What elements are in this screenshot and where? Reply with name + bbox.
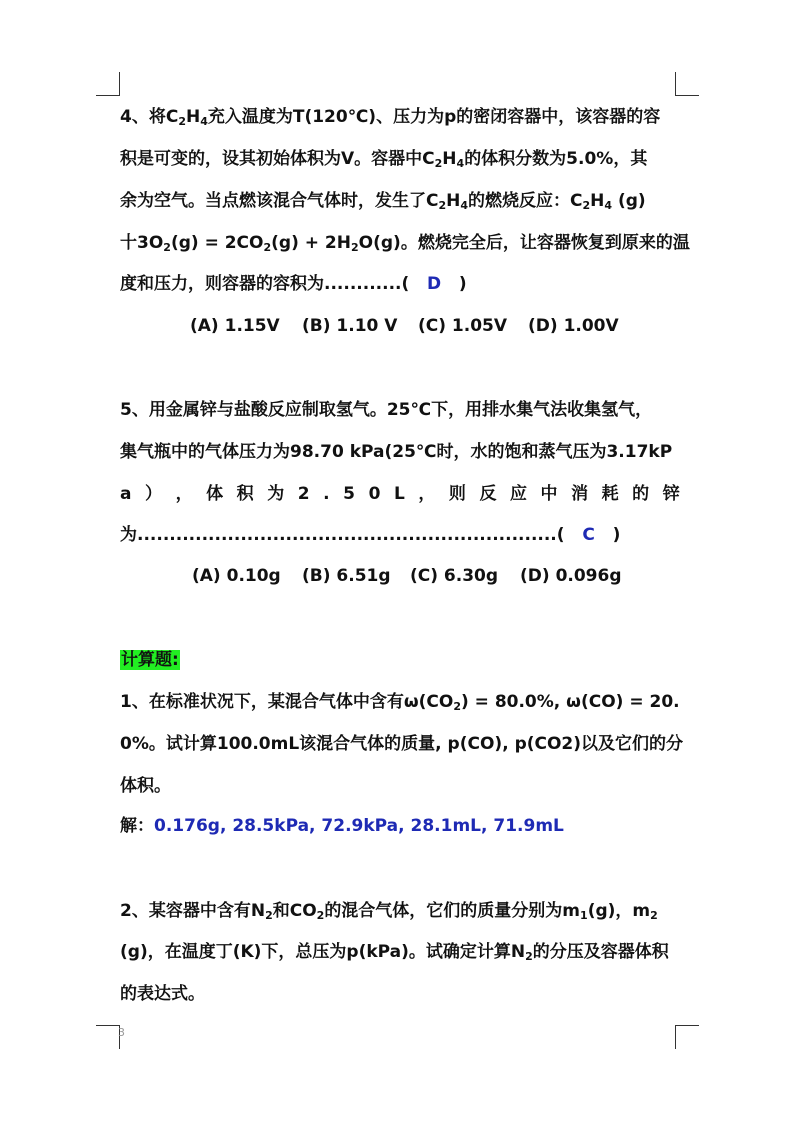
c2-line-3: 的表达式。 [120,984,205,1004]
q4-option-d: (D) 1.00V [528,316,619,336]
q5-line-1: 5、用金属锌与盐酸反应制取氢气。25℃下，用排水集气法收集氢气， [120,400,653,420]
c2-line-1: 2、某容器中含有$N_2$和$CO_2$的混合气体，它们的质量分别为$m_1(g)$，$m_2$ [120,901,658,922]
q5-option-a: (A) 0.10g [192,566,281,586]
section-title-highlight: 计算题: [121,650,179,670]
q4-line-2: 积是可变的，设其初始体积为V。容器中$C_2H_4$的体积分数为5.0%，其 [120,149,648,170]
c2-line-2: (g)，在温度丁(K)下，总压为p(kPa)。试确定计算$N_2$的分压及容器体积 [120,942,669,963]
crop-mark-bottom-right-h [675,1025,699,1026]
crop-mark-top-left-v [119,72,120,96]
section-title [120,649,680,671]
q5-option-b: (B) 6.51g [302,566,391,586]
q4-line-1: 4、将$C_2H_4$充入温度为T(120℃)、压力为p的密闭容器中，该容器的容 [120,107,661,128]
q5-option-c: (C) 6.30g [410,566,499,586]
q4-option-b: (B) 1.10 V [302,316,398,336]
solution-values: 0.176g, 28.5kPa, 72.9kPa, 28.1mL, 71.9mL [154,816,564,836]
crop-mark-bottom-right-v [675,1025,676,1049]
c1-line-3: 体积。 [120,776,171,796]
q4-answer: D [427,274,442,294]
crop-mark-top-right-h [675,95,699,96]
c1-line-2: 0%。试计算100.0mL该混合气体的质量, p(CO), p(CO2)以及它们的分 [120,734,684,754]
q4-option-c: (C) 1.05V [418,316,508,336]
crop-mark-top-right-v [675,72,676,96]
q5-option-d: (D) 0.096g [520,566,622,586]
crop-mark-top-left-h [96,95,120,96]
q5-line-2: 集气瓶中的气体压力为98.70 kPa(25℃时，水的饱和蒸气压为3.17kP [120,442,673,462]
q4-option-a: (A) 1.15V [190,316,280,336]
q5-line-3: a ） ， 体 积 为 2 . 5 0 L ， 则 反 应 中 消 耗 的 锌 [120,484,680,504]
c1-solution [120,815,680,837]
q5-answer: C [582,525,595,545]
q4-line-5: 度和压力，则容器的容积为............( D ) [120,274,467,294]
q4-line-4: 十$3O_2(g) = 2CO_2(g) + 2H_2O(g)$。燃烧完全后，让容器恢复到原来的温 [120,233,690,254]
q5-line-4: 为.................................................................( C ) [120,525,621,545]
crop-mark-bottom-left-h [96,1025,120,1026]
solution-label: 解： [120,816,154,836]
q4-line-3: 余为空气。当点燃该混合气体时，发生了$C_2H_4$的燃烧反应：$C_2H_4$ (g) [120,191,646,212]
page-number: 3 [118,1026,125,1039]
c1-line-1: 1、在标准状况下，某混合气体中含有$\omega(CO_2) = 80.0\%$, ω(CO) = 20. [120,692,680,713]
